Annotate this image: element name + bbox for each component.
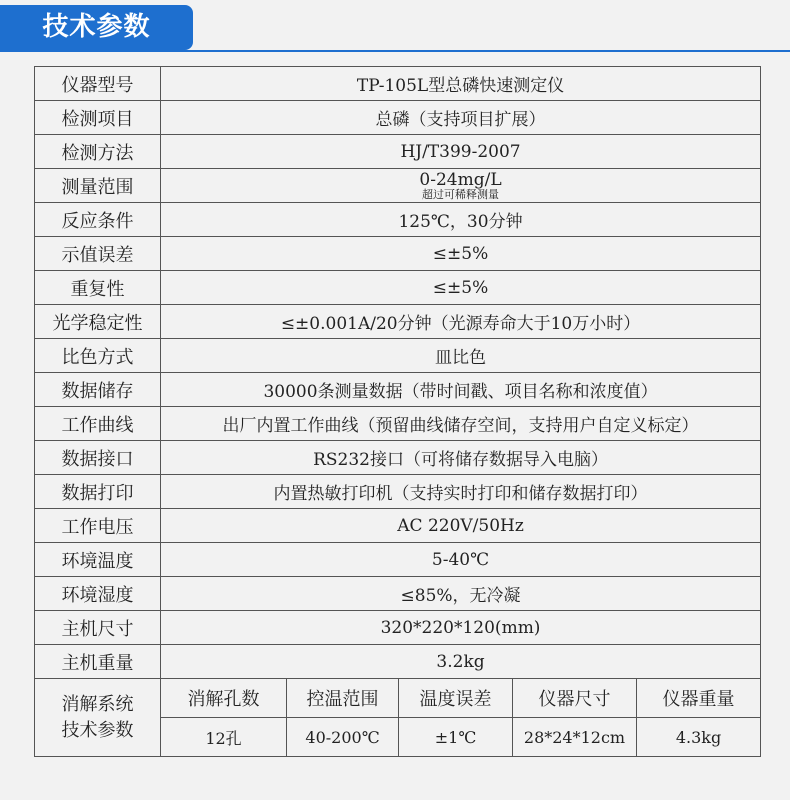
row-value: 320*220*120(mm) [161, 611, 761, 645]
section-title: 技术参数 [0, 5, 193, 50]
row-value: 出厂内置工作曲线（预留曲线储存空间，支持用户自定义标定） [161, 407, 761, 441]
digestion-header-holes: 消解孔数 [161, 679, 287, 718]
digestion-header-size: 仪器尺寸 [513, 679, 637, 718]
table-row [35, 543, 761, 577]
row-label: 工作曲线 [35, 407, 161, 441]
row-label: 检测方法 [35, 135, 161, 169]
row-value: TP-105L型总磷快速测定仪 [161, 67, 761, 101]
table-row [35, 475, 761, 509]
digestion-value-weight: 4.3kg [637, 718, 761, 757]
row-value: AC 220V/50Hz [161, 509, 761, 543]
digestion-header-row [35, 679, 761, 718]
digestion-label-line2: 技术参数 [61, 719, 134, 741]
row-value: ≤±0.001A/20分钟（光源寿命大于10万小时） [161, 305, 761, 339]
table-row [35, 203, 761, 237]
table-row [35, 169, 761, 203]
table-row [35, 305, 761, 339]
row-label: 数据接口 [35, 441, 161, 475]
table-row [35, 441, 761, 475]
digestion-header-temp-range: 控温范围 [287, 679, 399, 718]
table-row [35, 271, 761, 305]
table-row [35, 407, 761, 441]
range-value: 0-24mg/L [419, 169, 502, 190]
row-label: 工作电压 [35, 509, 161, 543]
row-value: 总磷（支持项目扩展） [161, 101, 761, 135]
table-row [35, 135, 761, 169]
row-value: 30000条测量数据（带时间戳、项目名称和浓度值） [161, 373, 761, 407]
row-value-range [161, 169, 761, 203]
digestion-header-temp-error: 温度误差 [399, 679, 513, 718]
row-value: 皿比色 [161, 339, 761, 373]
row-label: 环境湿度 [35, 577, 161, 611]
row-label: 比色方式 [35, 339, 161, 373]
row-value: ≤85%，无冷凝 [161, 577, 761, 611]
row-label: 示值误差 [35, 237, 161, 271]
table-row [35, 611, 761, 645]
range-note: 超过可稀释测量 [422, 187, 500, 201]
row-value: ≤±5% [161, 237, 761, 271]
row-value: 内置热敏打印机（支持实时打印和储存数据打印） [161, 475, 761, 509]
digestion-value-temp-error: ±1℃ [399, 718, 513, 757]
table-row [35, 237, 761, 271]
row-label: 主机重量 [35, 645, 161, 679]
digestion-value-holes: 12孔 [161, 718, 287, 757]
row-value: 5-40℃ [161, 543, 761, 577]
table-row [35, 67, 761, 101]
row-label: 数据打印 [35, 475, 161, 509]
row-value: RS232接口（可将储存数据导入电脑） [161, 441, 761, 475]
row-value: 3.2kg [161, 645, 761, 679]
row-label: 反应条件 [35, 203, 161, 237]
row-label: 测量范围 [35, 169, 161, 203]
row-label: 光学稳定性 [35, 305, 161, 339]
row-label: 检测项目 [35, 101, 161, 135]
spec-table [34, 66, 761, 757]
row-value: ≤±5% [161, 271, 761, 305]
table-row [35, 509, 761, 543]
digestion-header-weight: 仪器重量 [637, 679, 761, 718]
row-label: 环境温度 [35, 543, 161, 577]
digestion-label-line1: 消解系统 [61, 693, 134, 715]
row-label: 重复性 [35, 271, 161, 305]
digestion-value-temp-range: 40-200℃ [287, 718, 399, 757]
table-row [35, 373, 761, 407]
row-value: 125℃，30分钟 [161, 203, 761, 237]
row-label: 数据储存 [35, 373, 161, 407]
row-label: 仪器型号 [35, 67, 161, 101]
digestion-value-size: 28*24*12cm [513, 718, 637, 757]
row-value: HJ/T399-2007 [161, 135, 761, 169]
title-underline [0, 50, 790, 52]
table-row [35, 577, 761, 611]
table-row [35, 645, 761, 679]
table-row [35, 339, 761, 373]
table-row [35, 101, 761, 135]
digestion-label [35, 679, 161, 757]
row-label: 主机尺寸 [35, 611, 161, 645]
